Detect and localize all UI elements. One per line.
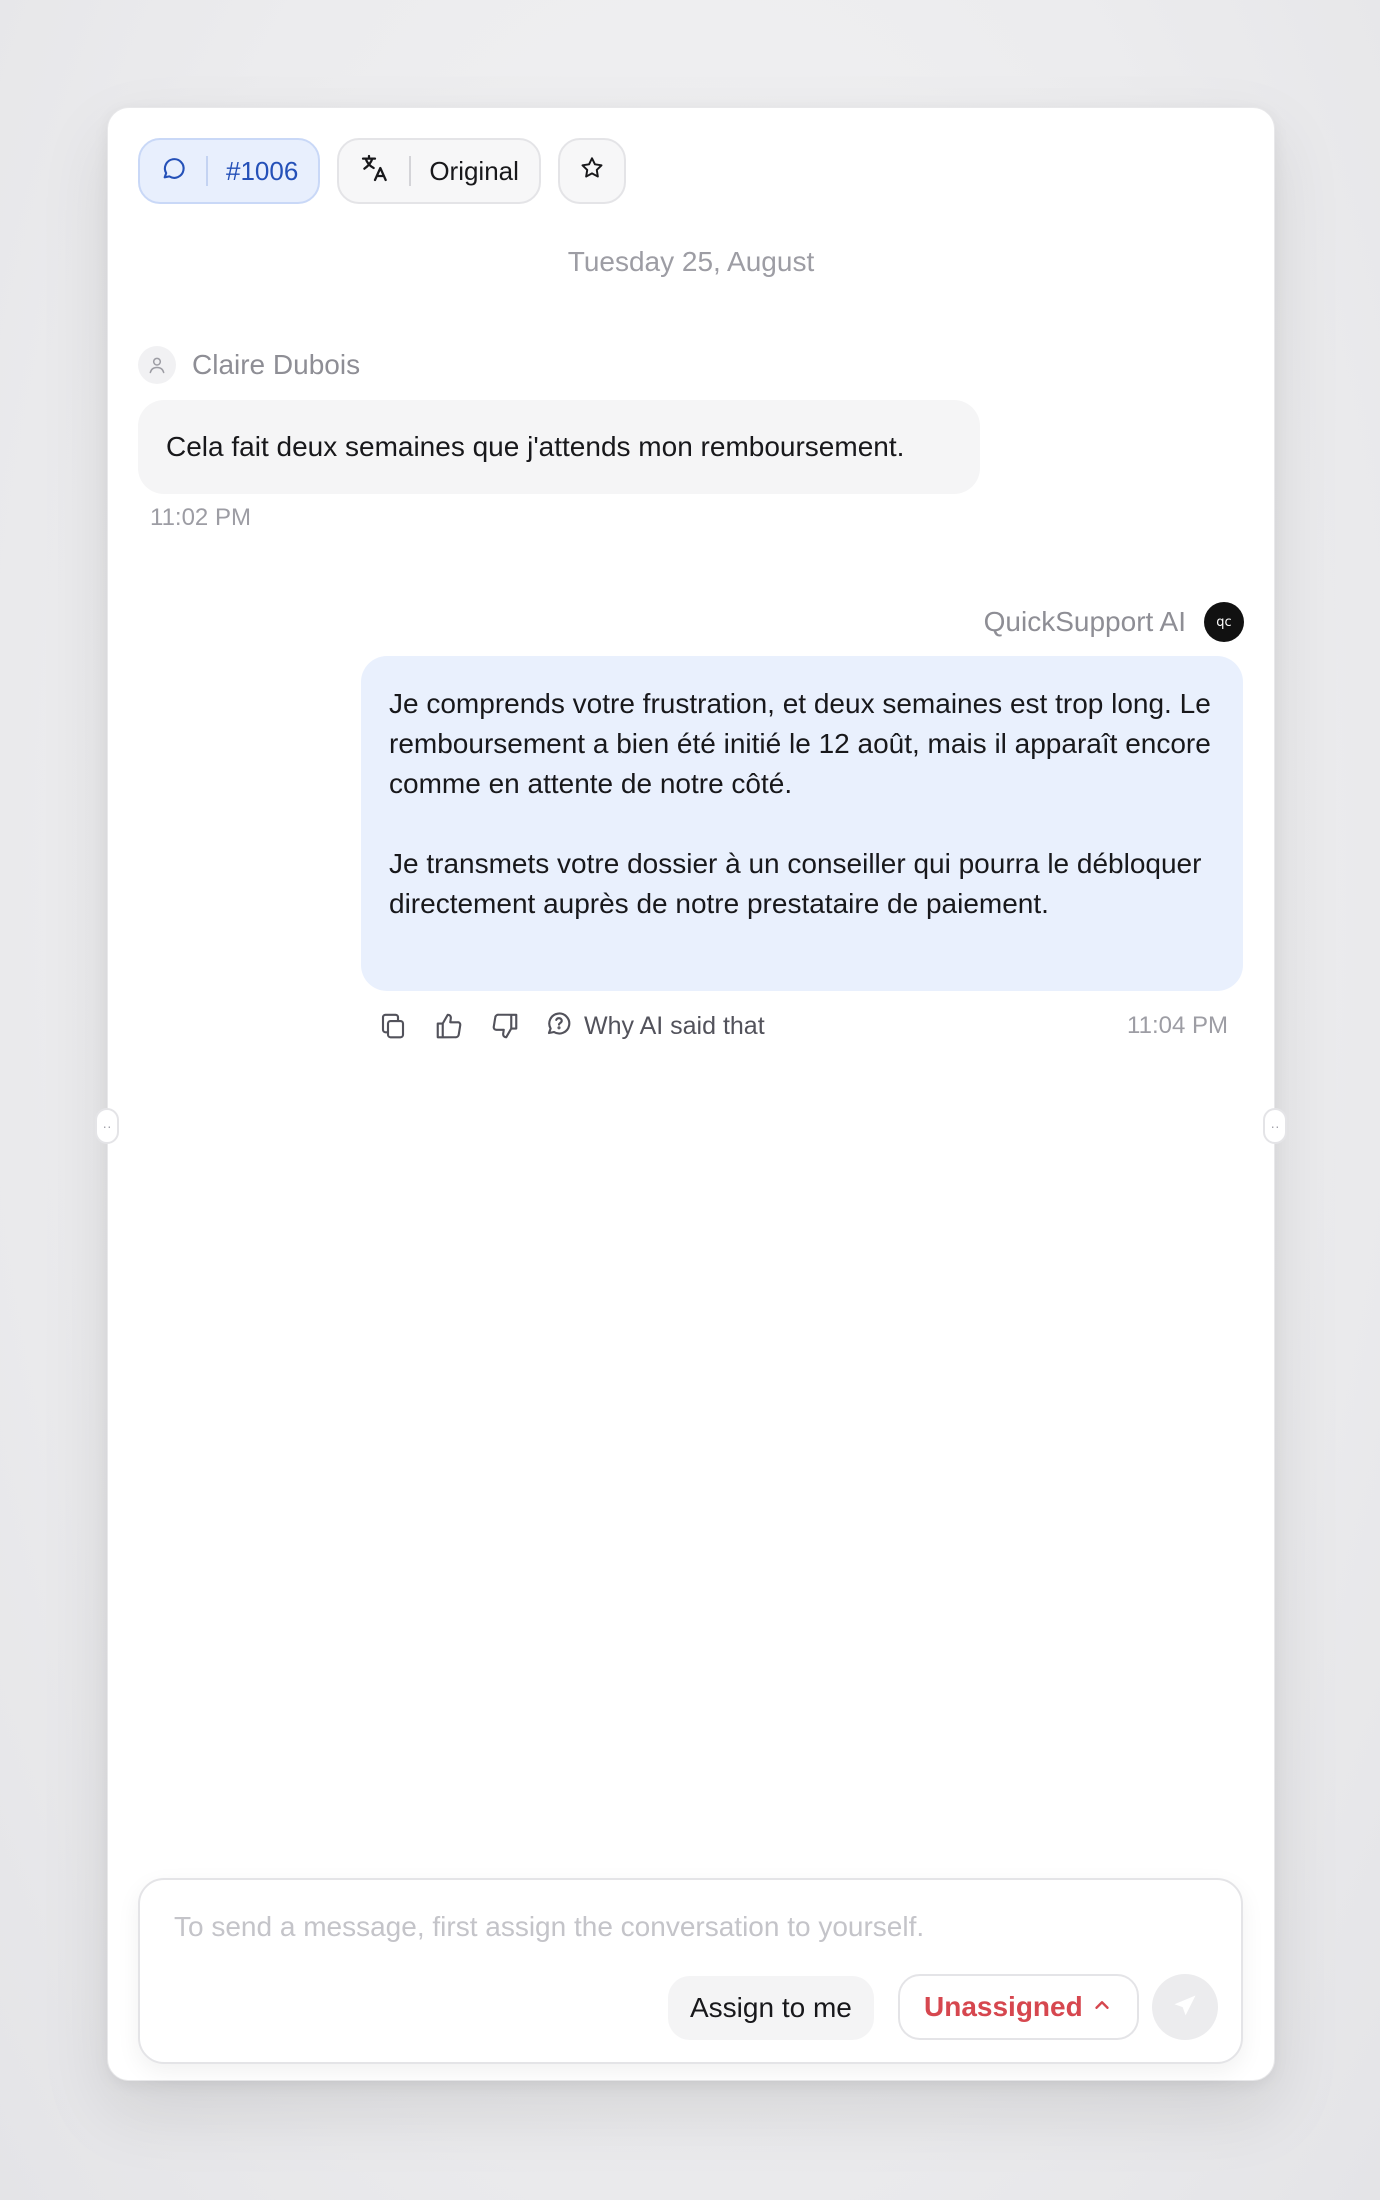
why-ai-button[interactable] xyxy=(544,1008,765,1045)
ai-name: QuickSupport AI xyxy=(983,606,1186,637)
send-icon xyxy=(1171,1992,1199,2023)
ai-message-actions xyxy=(376,1001,1228,1051)
ai-message xyxy=(361,656,1243,991)
ai-message-time: 11:04 PM xyxy=(1127,1012,1228,1039)
star-button[interactable] xyxy=(558,138,626,204)
assignment-status-label: Unassigned xyxy=(924,1991,1083,2022)
assign-to-me-button[interactable]: Assign to me xyxy=(668,1976,874,2040)
left-resize-handle[interactable]: ·· xyxy=(95,1108,119,1144)
right-resize-handle[interactable]: ·· xyxy=(1263,1108,1287,1144)
customer-message: Cela fait deux semaines que j'attends mon remboursement. xyxy=(138,400,980,494)
translate-icon xyxy=(359,152,391,191)
star-icon xyxy=(579,155,605,188)
send-button[interactable] xyxy=(1152,1974,1218,2040)
toolbar xyxy=(138,138,626,204)
conversation-panel xyxy=(102,107,1280,2081)
ai-header xyxy=(984,602,1244,642)
why-ai-label: Why AI said that xyxy=(584,1011,765,1040)
translation-toggle[interactable] xyxy=(337,138,541,204)
divider xyxy=(409,156,411,186)
copy-icon[interactable] xyxy=(376,1009,410,1043)
ticket-id: #1006 xyxy=(226,155,299,186)
ai-logo: qc xyxy=(1204,602,1244,642)
conversation-date: Tuesday 25, August xyxy=(567,246,815,277)
composer xyxy=(138,1878,1243,2064)
question-bubble-icon xyxy=(544,1008,574,1045)
assignment-status-dropdown[interactable] xyxy=(898,1974,1139,2040)
customer-header xyxy=(138,346,360,384)
ticket-button[interactable] xyxy=(138,138,320,204)
customer-message-time: 11:02 PM xyxy=(150,504,251,531)
chat-bubble-icon xyxy=(160,154,188,189)
translation-label: Original xyxy=(429,155,519,186)
divider xyxy=(206,156,208,186)
ai-message-paragraph: Je comprends votre frustration, et deux semaines est trop long. Le remboursement a bien été initié le 12 août, mais il apparaît encore comme en attente de notre côté. xyxy=(389,688,1211,799)
thumbs-down-icon[interactable] xyxy=(488,1009,522,1043)
customer-name: Claire Dubois xyxy=(192,349,361,380)
user-icon xyxy=(138,346,176,384)
chevron-up-icon xyxy=(1091,1991,1113,2023)
message-input[interactable] xyxy=(172,1906,1176,1948)
thumbs-up-icon[interactable] xyxy=(432,1009,466,1043)
ai-message-paragraph: Je transmets votre dossier à un conseiller qui pourra le débloquer directement auprès de notre prestataire de paiement. xyxy=(389,848,1202,919)
